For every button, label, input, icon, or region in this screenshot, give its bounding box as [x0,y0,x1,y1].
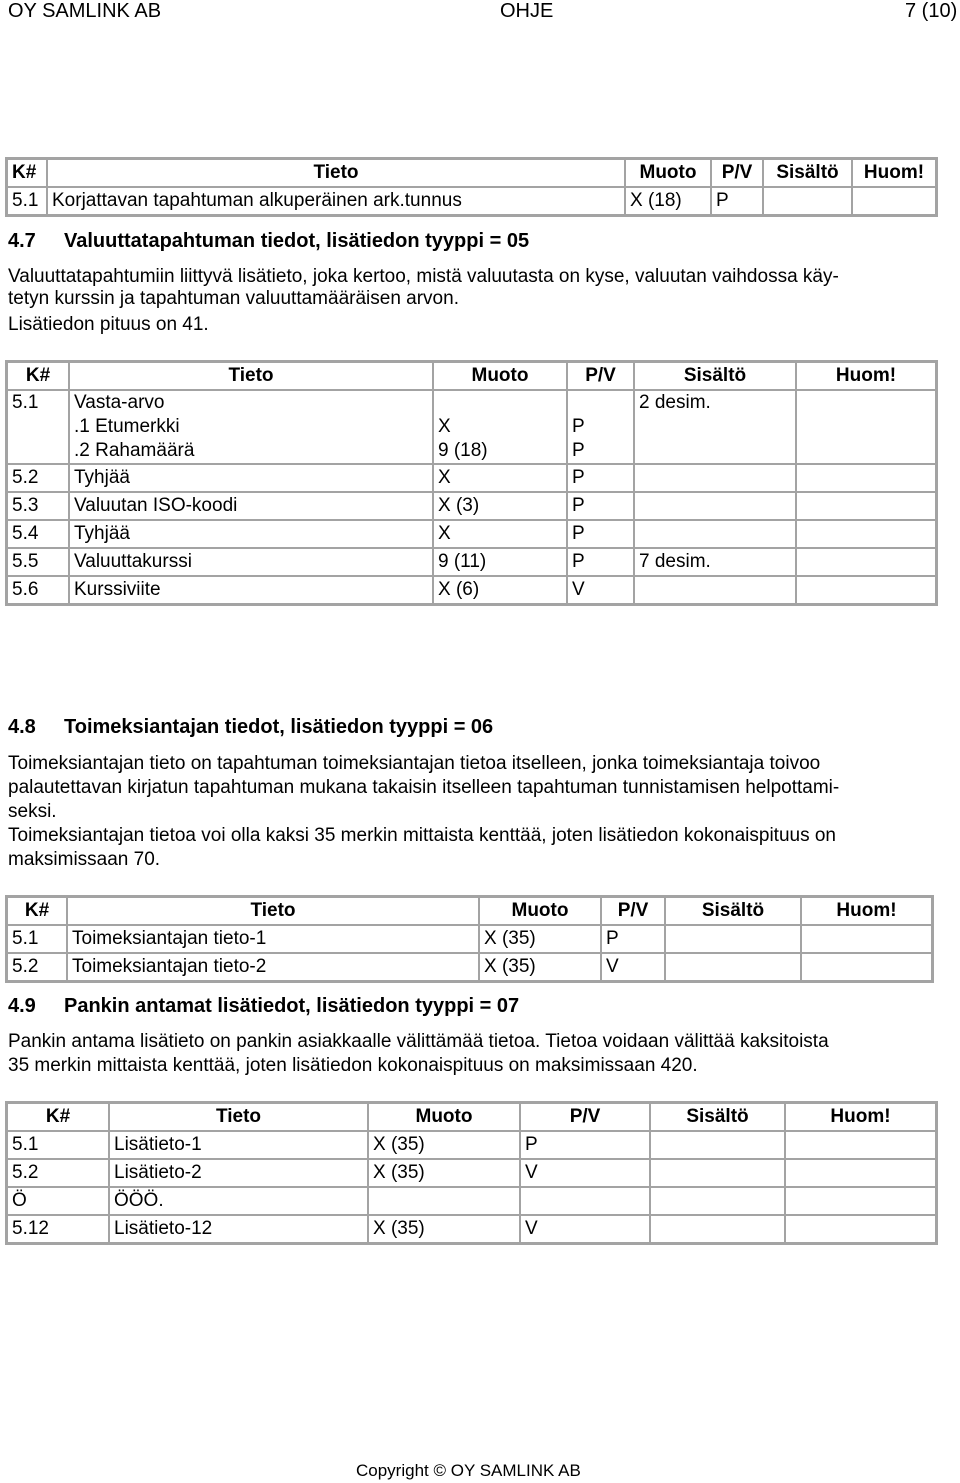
cell-huom [852,187,936,215]
table-principal-info [5,895,934,983]
cell-k: Ö [7,1187,109,1215]
table-currency-info [5,360,938,606]
col-header-huom: Huom! [801,897,932,925]
section-title: Toimeksiantajan tiedot, lisätiedon tyyppi = 06 [64,716,494,738]
paragraph-4-9 [8,1030,938,1078]
col-header-tieto: Tieto [69,362,433,390]
cell-huom [796,520,936,548]
cell-pv [567,390,634,415]
col-header-huom: Huom! [796,362,936,390]
cell-huom [796,439,936,464]
table-row [7,415,936,439]
section-heading-4-8 [8,716,493,738]
cell-muoto: X (35) [368,1131,520,1159]
section-heading-4-9 [8,995,519,1017]
col-header-muoto: Muoto [479,897,601,925]
col-header-tieto: Tieto [67,897,479,925]
cell-tieto: Valuutan ISO-koodi [69,492,433,520]
col-header-pv: P/V [601,897,665,925]
cell-sisalto [634,492,796,520]
header-page-number: 7 (10) [905,0,958,22]
col-header-sisalto: Sisältö [665,897,801,925]
section-title: Pankin antamat lisätiedot, lisätiedon tyyppi = 07 [64,995,520,1017]
cell-tieto: ÖÖÖ. [109,1187,368,1215]
cell-tieto: Toimeksiantajan tieto-1 [67,925,479,953]
paragraph-line: Pankin antama lisätieto on pankin asiakkaalle välittämää tietoa. Tietoa voidaan välittää kaksitoista [8,1031,829,1052]
cell-tieto: .2 Rahamäärä [69,439,433,464]
cell-huom [801,925,932,953]
cell-k: 5.1 [7,187,47,215]
col-header-tieto: Tieto [109,1103,368,1131]
section-number: 4.9 [8,995,36,1017]
cell-muoto: X (3) [433,492,567,520]
cell-pv: P [711,187,763,215]
cell-sisalto [665,925,801,953]
cell-muoto: X (18) [625,187,711,215]
cell-k [7,439,69,464]
table-row [7,390,936,415]
col-header-k: K# [7,897,67,925]
cell-k: 5.1 [7,390,69,415]
cell-huom [796,576,936,604]
table-row [7,492,936,520]
header-doc-type: OHJE [500,0,554,22]
cell-tieto: Lisätieto-2 [109,1159,368,1187]
cell-k: 5.2 [7,1159,109,1187]
table-header-row [7,362,936,390]
table-row [7,953,932,981]
cell-pv: P [601,925,665,953]
cell-muoto: 9 (18) [433,439,567,464]
cell-tieto: Vasta-arvo [69,390,433,415]
cell-muoto: X [433,464,567,492]
cell-pv: P [567,464,634,492]
cell-k: 5.1 [7,925,67,953]
cell-pv: V [520,1215,650,1243]
cell-sisalto [650,1131,785,1159]
header-company: OY SAMLINK AB [8,0,162,22]
cell-sisalto [650,1159,785,1187]
cell-tieto: Valuuttakurssi [69,548,433,576]
cell-huom [801,953,932,981]
cell-tieto: Toimeksiantajan tieto-2 [67,953,479,981]
paragraph-4-8 [8,752,938,872]
cell-pv: V [601,953,665,981]
paragraph-line: palautettavan kirjatun tapahtuman mukana takaisin itselleen tapahtuman tunnistamisen helpottami- [8,777,840,798]
table-row [7,520,936,548]
paragraph-line: maksimissaan 70. [8,849,161,870]
cell-huom [785,1131,936,1159]
cell-huom [796,415,936,439]
cell-muoto: X [433,520,567,548]
cell-huom [785,1159,936,1187]
table-row [7,1215,936,1243]
paragraph-line: Valuuttatapahtumiin liittyvä lisätieto, joka kertoo, mistä valuutasta on kyse, valuutan vaihdossa käy- [8,266,839,287]
cell-k: 5.1 [7,1131,109,1159]
cell-muoto [368,1187,520,1215]
cell-tieto: Korjattavan tapahtuman alkuperäinen ark.tunnus [47,187,625,215]
section-number: 4.8 [8,716,36,738]
cell-sisalto [634,415,796,439]
cell-muoto [433,390,567,415]
cell-sisalto [665,953,801,981]
cell-sisalto [650,1215,785,1243]
cell-pv: V [567,576,634,604]
cell-k: 5.5 [7,548,69,576]
cell-pv: P [567,439,634,464]
table-row [7,548,936,576]
cell-tieto: Lisätieto-12 [109,1215,368,1243]
table-header-row [7,897,932,925]
cell-pv [520,1187,650,1215]
cell-tieto: .1 Etumerkki [69,415,433,439]
section-title: Valuuttatapahtuman tiedot, lisätiedon tyyppi = 05 [64,230,530,252]
cell-sisalto [634,520,796,548]
col-header-muoto: Muoto [625,159,711,187]
cell-k: 5.2 [7,464,69,492]
table-row [7,925,932,953]
cell-k: 5.6 [7,576,69,604]
col-header-pv: P/V [711,159,763,187]
cell-k [7,415,69,439]
col-header-k: K# [7,362,69,390]
table-row [7,1159,936,1187]
col-header-muoto: Muoto [368,1103,520,1131]
section-heading-4-7 [8,230,529,252]
cell-huom [785,1187,936,1215]
paragraph-line: seksi. [8,801,57,822]
col-header-k: K# [7,159,47,187]
footer-copyright: Copyright © OY SAMLINK AB [356,1461,581,1480]
cell-sisalto [634,464,796,492]
cell-huom [796,548,936,576]
table-row [7,439,936,464]
cell-sisalto [634,576,796,604]
table-row [7,187,936,215]
cell-tieto: Tyhjää [69,464,433,492]
table-header-row [7,1103,936,1131]
cell-sisalto [650,1187,785,1215]
cell-tieto: Lisätieto-1 [109,1131,368,1159]
cell-sisalto [634,439,796,464]
paragraph-line: tetyn kurssin ja tapahtuman valuuttamääräisen arvon. [8,288,459,309]
col-header-muoto: Muoto [433,362,567,390]
col-header-sisalto: Sisältö [650,1103,785,1131]
cell-muoto: X (35) [368,1215,520,1243]
cell-pv: P [567,415,634,439]
cell-k: 5.4 [7,520,69,548]
cell-sisalto [763,187,852,215]
col-header-tieto: Tieto [47,159,625,187]
col-header-k: K# [7,1103,109,1131]
cell-huom [796,464,936,492]
cell-k: 5.2 [7,953,67,981]
cell-pv: P [567,548,634,576]
paragraph-4-7 [8,266,938,336]
cell-pv: P [567,492,634,520]
cell-k: 5.3 [7,492,69,520]
cell-muoto: 9 (11) [433,548,567,576]
table-row [7,1131,936,1159]
table-bank-info [5,1101,938,1245]
col-header-huom: Huom! [852,159,936,187]
cell-pv: P [567,520,634,548]
table-header-row [7,159,936,187]
col-header-sisalto: Sisältö [763,159,852,187]
cell-pv: P [520,1131,650,1159]
table-row [7,464,936,492]
col-header-sisalto: Sisältö [634,362,796,390]
cell-sisalto: 2 desim. [634,390,796,415]
cell-tieto: Tyhjää [69,520,433,548]
cell-huom [796,390,936,415]
cell-muoto: X (35) [368,1159,520,1187]
cell-pv: V [520,1159,650,1187]
col-header-pv: P/V [567,362,634,390]
cell-muoto: X (35) [479,953,601,981]
col-header-pv: P/V [520,1103,650,1131]
col-header-huom: Huom! [785,1103,936,1131]
paragraph-line: Toimeksiantajan tietoa voi olla kaksi 35 merkin mittaista kenttää, joten lisätiedon kokonaispituus on [8,825,837,846]
cell-muoto: X [433,415,567,439]
section-number: 4.7 [8,230,36,252]
cell-huom [796,492,936,520]
cell-huom [785,1215,936,1243]
paragraph-line: 35 merkin mittaista kenttää, joten lisätiedon kokonaispituus on maksimissaan 420. [8,1055,698,1076]
cell-muoto: X (35) [479,925,601,953]
table-row [7,1187,936,1215]
cell-sisalto: 7 desim. [634,548,796,576]
cell-k: 5.12 [7,1215,109,1243]
paragraph-line: Toimeksiantajan tieto on tapahtuman toimeksiantajan tietoa itselleen, jonka toimeksiantaja toivoo [8,753,821,774]
cell-tieto: Kurssiviite [69,576,433,604]
cell-muoto: X (6) [433,576,567,604]
table-correction-id [5,157,938,217]
table-row [7,576,936,604]
paragraph-line: Lisätiedon pituus on 41. [8,314,209,335]
